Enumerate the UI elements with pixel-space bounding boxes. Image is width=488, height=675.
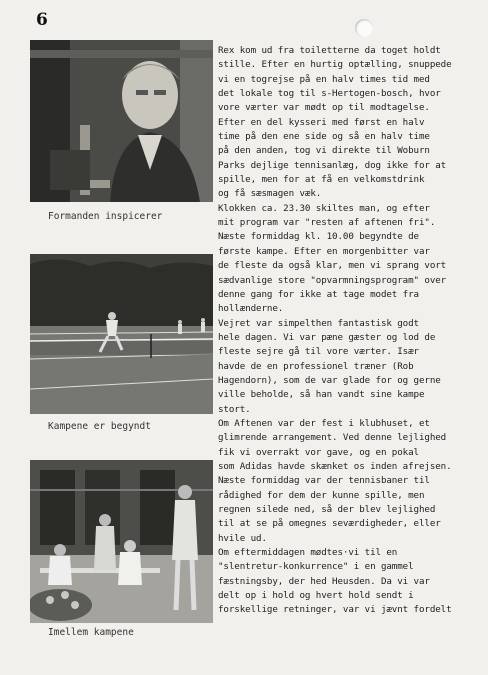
article-line: til at se på omegnes seværdigheder, eller — [218, 518, 441, 530]
article-line: Parks dejlige tennisanlæg, dog ikke for at — [218, 159, 447, 171]
article-line: ville beholde, så han vandt sine kampe — [218, 389, 425, 401]
article-line: Rex kom ud fra toiletterne da toget holdt — [218, 45, 441, 56]
article-line: sædvanlige store "opvarmningsprogram" over — [218, 274, 447, 286]
article-line: Om Aftenen var der fest i klubhuset, et — [218, 417, 430, 429]
article-line: Vejret var simpelthen fantastisk godt — [218, 317, 419, 329]
article-line: glimrende arrangement. Ved denne lejlighed — [218, 432, 447, 444]
article-line: regnen silede ned, så der blev lejlighed — [218, 504, 436, 515]
article-line: denne gang for ikke at tage modet fra — [218, 288, 419, 300]
clubhouse-photo-image — [30, 460, 213, 623]
chairman-photo-image — [30, 40, 213, 202]
photo-caption-chairman: Formanden inspicerer — [48, 211, 163, 222]
article-line: hollænderne. — [218, 303, 284, 315]
article-line: vi en togrejse på en halv times tid med — [218, 73, 430, 85]
article-line: time på den ene side og så en halv time — [218, 131, 430, 143]
article-line: delt op i hold og hvert hold sendt i — [218, 590, 414, 602]
tennis-court-photo-image — [30, 254, 213, 414]
article-line: på den anden, tog vi direkte til Woburn — [218, 145, 430, 157]
photo-caption-between-matches: Imellem kampene — [48, 627, 134, 638]
article-line: det lokale tog til s-Hertogen-bosch, hvor — [218, 88, 441, 100]
article-line: Klokken ca. 23.30 skiltes man, og efter — [218, 202, 430, 214]
article-line: fleste sejre gå til vore værter. Især — [218, 346, 419, 358]
article-line: vore værter var mødt op til modtagelse. — [218, 102, 430, 114]
article-line: første kampe. Efter en morgenbitter var — [218, 245, 430, 257]
article-line: forskellige retninger, var vi jævnt fordelt — [218, 604, 452, 616]
photo-matches — [30, 254, 213, 414]
punch-hole — [355, 19, 373, 37]
photo-between-matches — [30, 460, 213, 623]
article-line: stort. — [218, 403, 251, 415]
page-number: 6 — [36, 10, 48, 30]
article-line: mit program var "resten af aftenen fri". — [218, 217, 436, 229]
article-line: Om eftermiddagen mødtes·vi til en — [218, 547, 398, 559]
article-line: havde de en professionel træner (Rob — [218, 360, 414, 372]
article-line: hele dagen. Vi var pæne gæster og lod de — [218, 331, 436, 343]
article-line: de fleste da også klar, men vi sprang vort — [218, 260, 447, 272]
photo-chairman — [30, 40, 213, 202]
article-line: "slentretur-konkurrence" i en gammel — [218, 561, 414, 573]
article-line: fæstningsby, der hed Heusden. Da vi var — [218, 575, 430, 587]
photo-caption-matches: Kampene er begyndt — [48, 421, 151, 432]
article-body — [218, 44, 482, 618]
article-line: rådighed for dem der kunne spille, men — [218, 489, 425, 501]
article-line: stille. Efter en hurtig optælling, snuppede — [218, 59, 452, 71]
article-line: Næste formiddag kl. 10.00 begyndte de — [218, 231, 419, 243]
article-line: spille, men for at få en velkomstdrink — [218, 174, 425, 186]
article-line: Hagendorn), som de var glade for og gerne — [218, 374, 441, 386]
article-line: og få sæsmagen væk. — [218, 188, 322, 200]
article-line: Efter en del kysseri med først en halv — [218, 116, 425, 128]
article-line: som Adidas havde skænket os inden afrejsen. — [218, 460, 452, 472]
article-line: fik vi overrakt vor gave, og en pokal — [218, 446, 419, 458]
article-line: Næste formiddag var der tennisbaner til — [218, 475, 430, 487]
article-line: hvile ud. — [218, 532, 267, 544]
